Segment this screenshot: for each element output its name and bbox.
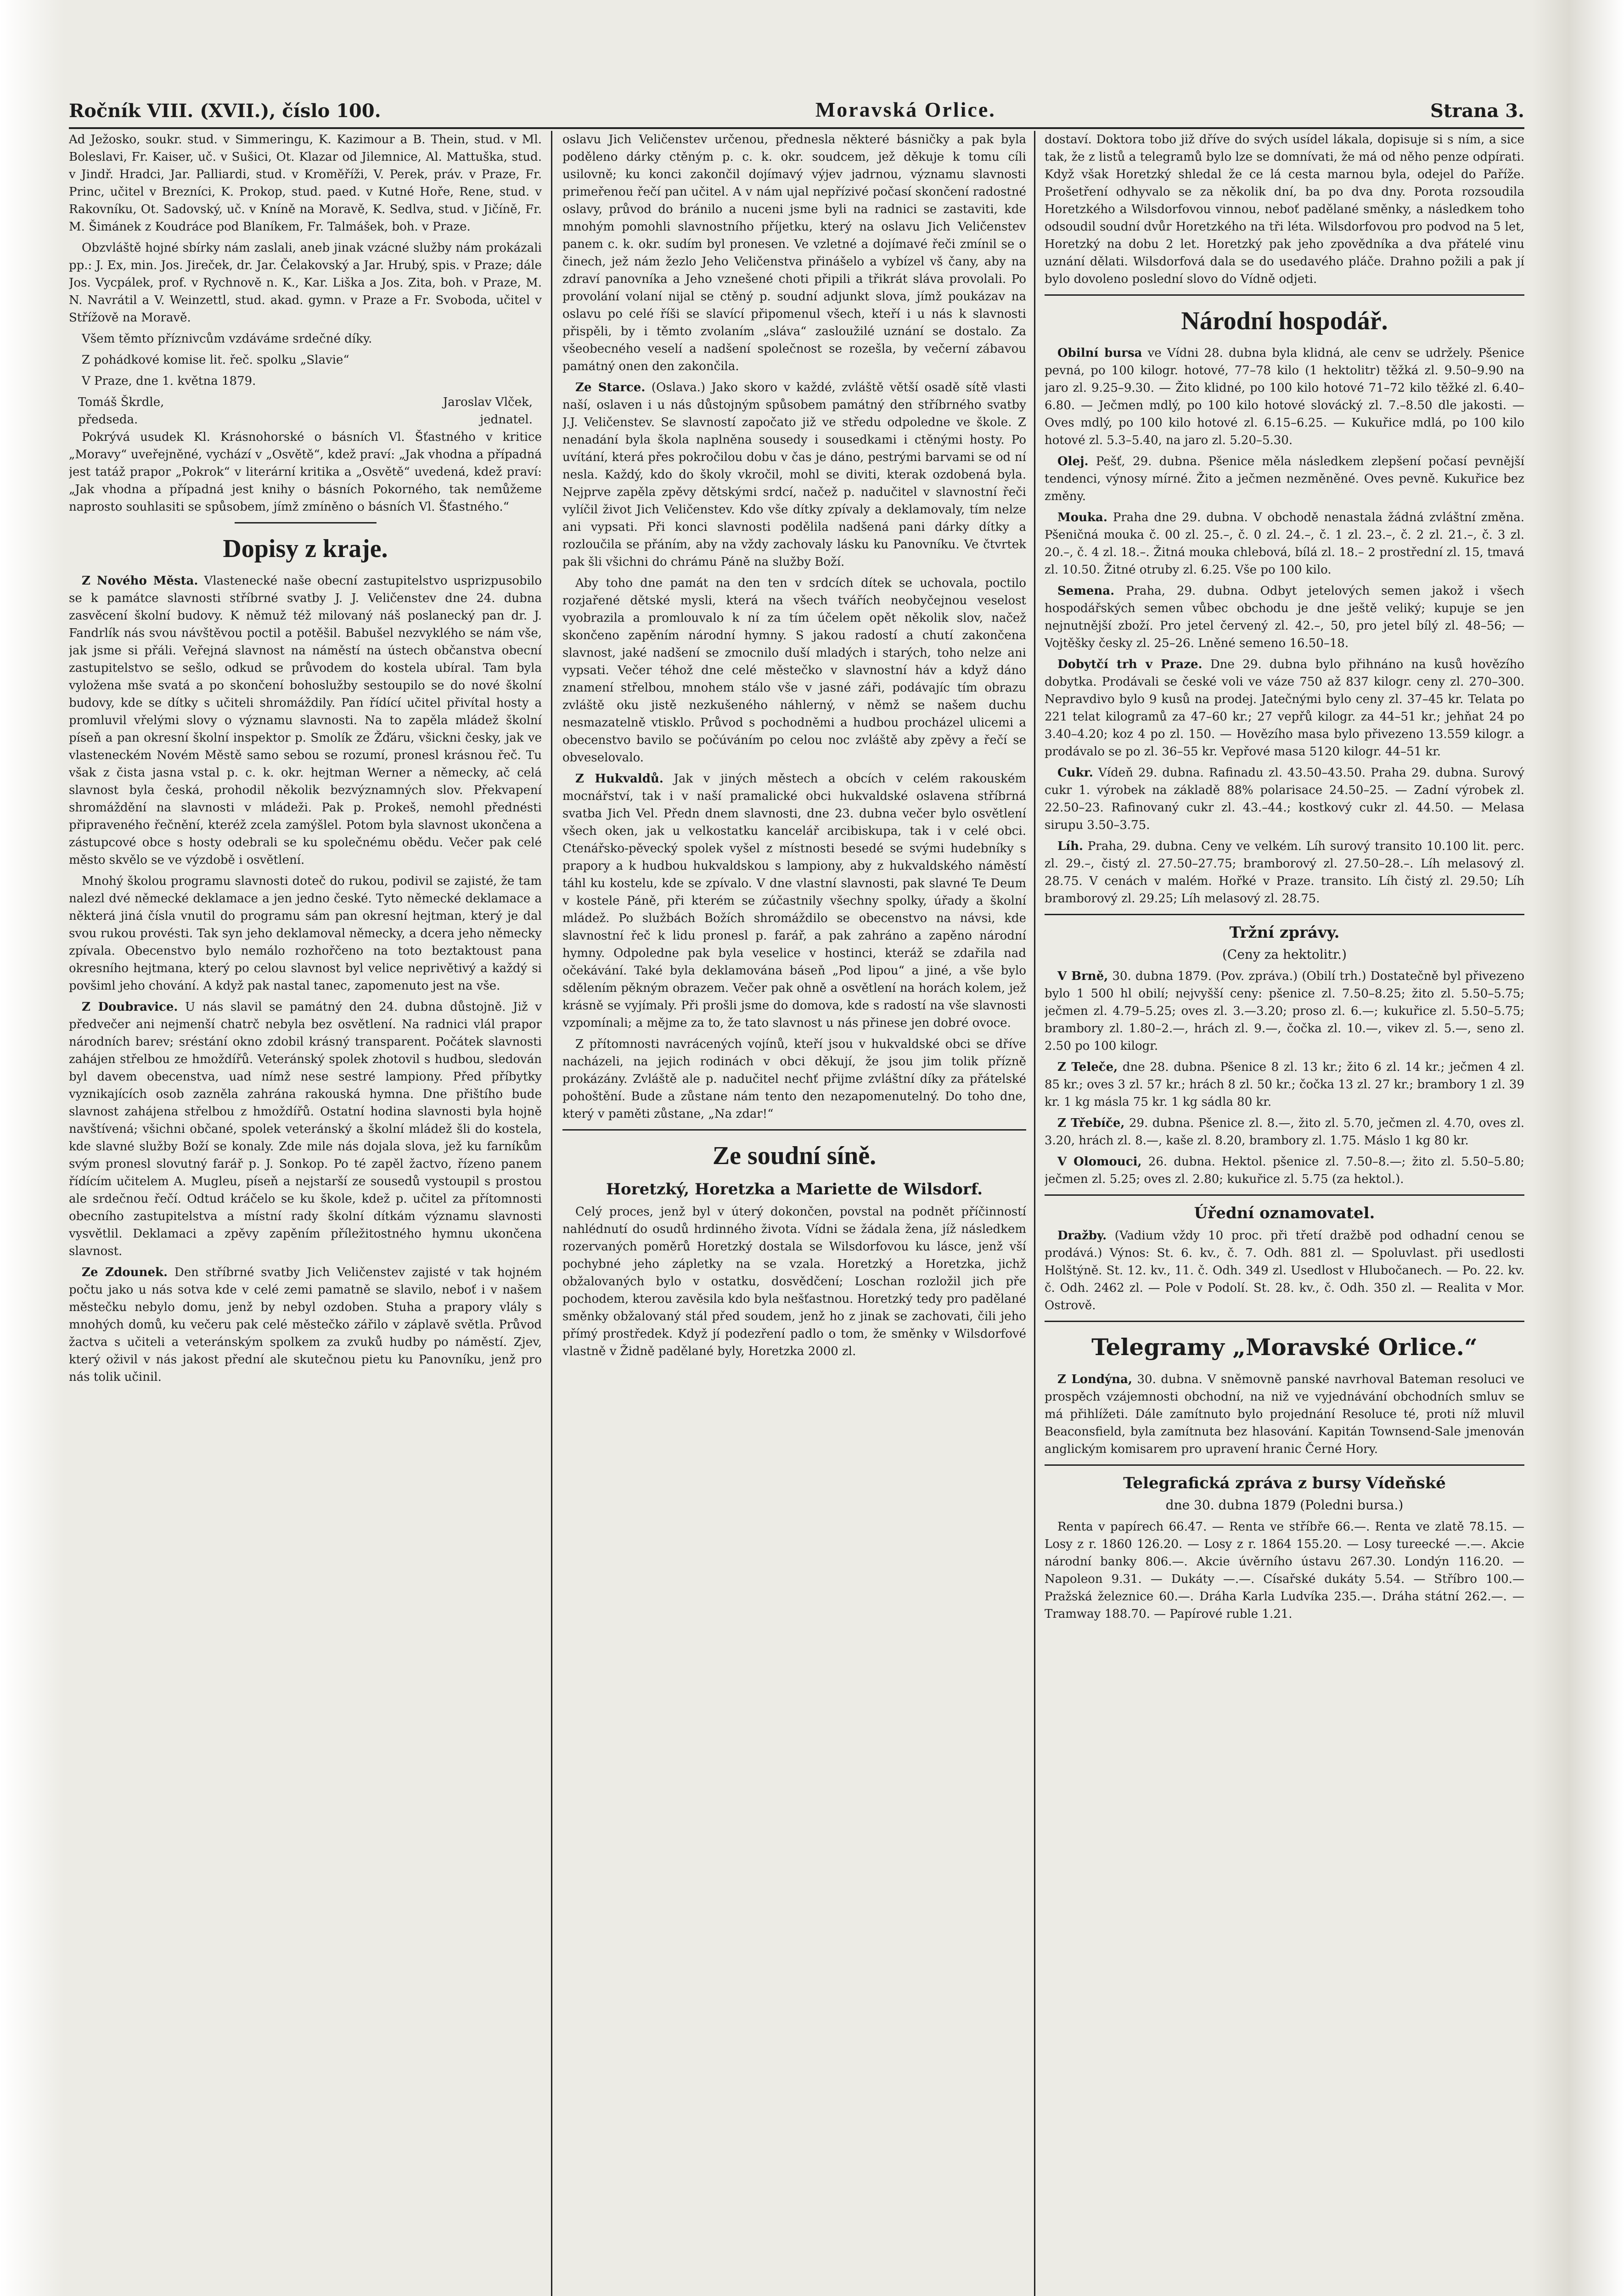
paragraph: Obzvláště hojné sbírky nám zaslali, aneb jinak vzácné služby nám prokázali pp.: J. Ex, min. Jos. Jireček, dr. Jar. Čelakovský a Jar. Hrubý, spis. v Praze; dále Jos. Vycpálek, prof. v Rychnově n. K., Kar. Liška a Jos. Zita, boh. v Praze, M. N. Navrátil a V. Weinzettl, stud. akad. gymn. v Praze a Fr. Svoboda, učitel v Střížově na Moravě. (69, 241, 542, 325)
article-text: Dne 29. dubna bylo přihnáno na kusů hovězího dobytka. Prodávali se české voli ve váze 750 až 837 kilogr. ceny zl. 270–300. Nepravdivo bylo 9 kusů na prodej. Jatečnými bylo ceny zl. 37–45 kr. Telata po 221 telat kilogramů za 47–60 kr.; 27 vepřů kilogr. za 44–51 kr.; jehňat 24 po 3.40–4.20; koz 4 po zl. 150. — Hovězího masa bylo přivezeno 13.559 kilogr. a prodávalo se po zl. 36–55 kr. Vepřové masa 5120 kilogr. 44–51 kr. (1045, 658, 1524, 759)
section-heading: Národní hospodář. (1181, 307, 1388, 335)
signature-left-role: předseda. (78, 413, 138, 427)
page-header (69, 78, 1524, 129)
paragraph: dostaví. Doktora tobo již dříve do svých usídel lákala, dopisuje si s ním, a sice tak, že z listů a telegramů bylo lze se domnívati, že má od něho penze odpírati. Když však Horetzký shledal že ce lá cesta marnou byla, odejel do Paříže. Prošetření odhyvalo se za několik dní, ba po dva dny. Porota rozsoudila Horetzkého a Wilsdorfovou vinnou, neboť padělané směnky, a následkem toho odsoudil soudní dvůr Horetzkého na tři léta. Wilsdorfovou pro podvod na 5 let, Horetzký na dobu 2 let. Horetzký pak jeho zpovědníka a dva přátelé vinu uznání dělati. Wilsdorfová dala se do usedavého pláče. Drahno požili a pak jí bylo dovoleno poslední slovo do Vídně odjeti. (1045, 133, 1524, 286)
article-kicker: Mouka. (1057, 511, 1107, 524)
article-text: Pešť, 29. dubna. Pšenice měla následkem zlepšení počasí pevnější tendenci, výnosy mírné. Žito a ječmen nezměněné. Oves pevně. Kukuřice bez změny. (1045, 455, 1524, 503)
article-kicker: Semena. (1057, 584, 1115, 598)
column-rule (551, 131, 552, 2296)
article-text: 26. dubna. Hektol. pšenice zl. 7.50–8.—; žito zl. 5.50–5.80; ječmen zl. 5.25; oves zl. 2.80; kukuřice zl. 5.75 (za hektol.). (1045, 1155, 1524, 1186)
article-text: Praha, 29. dubna. Ceny ve velkém. Líh surový transito 10.100 lit. perc. zl. 29.–, čistý zl. 27.50–27.75; bramborový zl. 27.50–28.–. Líh melasový zl. 28.75. V cenách v malém. Hořké v Praze. transito. Líh čistý zl. 29.50; Líh bramborový zl. 29.25; Líh melasový zl. 28.75. (1045, 839, 1524, 906)
article-kicker: Dražby. (1057, 1229, 1107, 1243)
article-kicker: Ze Starce. (575, 381, 646, 394)
newspaper-title: Moravská Orlice. (815, 98, 996, 121)
article-kicker: Ze Zdounek. (82, 1266, 168, 1279)
signatures (69, 394, 542, 411)
article-kicker: Z Doubravice. (82, 1000, 178, 1014)
article-kicker: V Brně, (1057, 969, 1108, 983)
paragraph: Pokrývá usudek Kl. Krásnohorské o básních Vl. Šťastného v kritice „Moravy“ uveřejněné, vychází v „Osvětě“, kdež praví: „Jak vhodna a případná jest tatáž prapor „Pokrok“ v literární kritika a „Osvětě“ uvedená, kdež praví: „Jak vhodna a případná jest knihy o básních Pokorného, tak nemůžeme naprosto souhlasiti se spůsobem, jímž zmíněno o básních Vl. Šťastného.“ (69, 430, 542, 514)
article-text: Vídeň 29. dubna. Rafinadu zl. 43.50–43.50. Praha 29. dubna. Surový cukr 1. výrobek na základě 88% polarisace 24.50–25. — Zadní výrobek zl. 22.50–23. Rafinovaný cukr zl. 43.–44.; kostkový cukr zl. 44.50. — Melasa sirupu 3.50–3.75. (1045, 766, 1524, 832)
column-rule (1034, 131, 1035, 2296)
divider (1045, 914, 1524, 915)
article-text: (Vadium vždy 10 proc. při třetí dražbě pod odhadní cenou se prodává.) Výnos: St. 6. kv., č. 7. Odh. 881 zl. — Spoluvlast. při usedlosti Holštýně. St. 12. kv., 11. č. Odh. 349 zl. Usedlost v Hlubočanech. — Po. 22. kv. č. Odh. 2462 zl. — Pole v Podolí. St. 28. kv., č. Odh. 350 zl. — Realita v Mor. Ostrově. (1045, 1229, 1524, 1312)
paragraph: Z přítomnosti navrácených vojínů, kteří jsou v hukvaldské obci se dříve nacházeli, na jejich rodinách v obci děkují, že jsou jim tolik přízně prokázány. Zvláště ale p. nadučitel nechť přijme zvláštní díky za přátelské pohoštění. Bude a zůstane nám tento den nezapomenutelný. Do toho dne, který v paměti zůstane, „Na zdar!“ (562, 1037, 1026, 1121)
article-text: 29. dubna. Pšenice zl. 8.—, žito zl. 5.70, ječmen zl. 4.70, oves zl. 3.20, hrách zl. 8.—, kaše zl. 8.20, brambory zl. 1.75. Máslo 1 kg 80 kr. (1045, 1116, 1524, 1148)
column-1 (69, 131, 542, 2296)
section-heading: Tržní zprávy. (1229, 923, 1340, 942)
scan-edge-right (1532, 0, 1624, 2296)
paragraph: Renta v papírech 66.47. — Renta ve stříbře 66.—. Renta ve zlatě 78.15. — Losy z r. 1860 126.20. — Losy z r. 1864 155.20. — Losy tureecké —.—. Akcie národní banky 806.—. Akcie úvěrního ústavu 267.30. Londýn 116.20. — Napoleon 9.31. — Dukáty —.—. Císařské dukáty 5.54. — Stříbro 100.— Pražská železnice 60.—. Dráha Karla Ludvíka 235.—. Dráha státní 262.—. — Tramway 188.70. — Papírové ruble 1.21. (1045, 1520, 1524, 1621)
article-text: Den stříbrné svatby Jich Veličenstev zajisté v tak hojném počtu jako u nás sotva kde v celé zemi pamatně se slavilo, neboť i v našem městečku nebylo domu, jenž by nebyl ozdoben. Stuha a prapory vlály s mnohých domů, ku večeru pak celé městečko zářilo v záplavě světla. Průvod žactva s učiteli a veteránským spolkem za zvuků hudby po náměstí. Zjev, který oživil v nás jakost přední ale skutečnou pietu ku Panovníku, jenž pro nás tolik učinil. (69, 1266, 542, 1384)
scan-edge-left (0, 0, 64, 2296)
divider (1045, 1321, 1524, 1322)
article-text: Jak v jiných městech a obcích v celém rakouském mocnářství, tak i v naší pramalické obci hukvaldské oslavena stříbrná svatba Jich Vel. Předn dnem slavnosti, dne 23. dubna večer bylo osvětlení všech oken, jak u velkostatku kancelář arcibiskupa, tak i v celé obci. Ctenářsko-pěvecký spolek vyšel z místnosti besedé se svými hudebníky s prapory a k hudbou hukvaldskou s lampiony, aby z hukvaldského náměstí táhl ku kostelu, kde se zpívalo. V dne vlastní slavnosti, pak slavné Te Deum v kostele Páně, při kterém se zúčastnily všechny spolky, úřady a školní mládež. Po službách Božích shromáždilo se obecenstvo na návsi, kde slavnostní řeč k lidu pronesl p. farář, a pak zahráno a zapěno národní hymny. Odpoledne pak byla veselice v hostinci, kteráž se zdařila nad očekávání. Také byla deklamována báseň „Pod lipou“ a jiné, a vše bylo sdělením pěkným obrazem. Večer pak ohně a osvětlení na horách kolem, jež krásně se vyjímaly. Při prošli jsme do domova, kde s radostí na vše slavnosti vzpomínali; a mějme za to, že tato slavnost u nás přinese jen dobré ovoce. (562, 772, 1026, 1030)
paragraph: Ad Ježosko, soukr. stud. v Simmeringu, K. Kazimour a B. Thein, stud. v Ml. Boleslavi, Fr. Kaiser, uč. v Sušici, Ot. Klazar od Jilemnice, Al. Mattuška, stud. v Jindř. Hradci, Jar. Palliardi, stud. v Kroměříži, V. Perek, práv. v Praze, Fr. Princ, učitel v Brezníci, K. Prokop, stud. paed. v Kutné Hoře, Rene, stud. v Rakovníku, Ot. Sadovský, uč. v Kníně na Moravě, K. Sedlva, stud. v Jičíně, Fr. M. Šimánek z Koudráce pod Blaníkem, Fr. Talmášek, boh. v Praze. (69, 133, 542, 234)
signature-roles (69, 411, 542, 428)
column-3 (1045, 131, 1524, 2296)
article-kicker: Z Nového Města. (82, 574, 198, 588)
article-kicker: Z Třebíče, (1057, 1116, 1125, 1130)
article-kicker: Obilní bursa (1057, 346, 1142, 360)
divider (562, 1129, 1026, 1131)
paragraph: Všem těmto příznivcům vzdáváme srdečné díky. (82, 332, 372, 346)
article-kicker: Dobytčí trh v Praze. (1057, 658, 1203, 671)
article-text: dne 28. dubna. Pšenice 8 zl. 13 kr.; žito 6 zl. 14 kr.; ječmen 4 zl. 85 kr.; oves 3 zl. 57 kr.; hrách 8 zl. 50 kr.; čočka 13 zl. 27 kr.; brambory 1 zl. 39 kr. 1 kg másla 75 kr. 1 kg sádla 80 kr. (1045, 1060, 1524, 1109)
section-subheading: (Ceny za hektolitr.) (1222, 947, 1347, 962)
article-text: 30. dubna. V sněmovně panské navrhoval Bateman resoluci ve prospěch vzájemnosti obchodní, na niž ve vyjednávání obchodních smluv se má přihlížeti. Dále zamítnuto bylo projednání Resoluce té, proti níž mluvil Beaconsfield, byla zamítnuta bez hlasování. Kapitán Townsend-Sale jmenován anglickým komisarem pro upravení hranic Černé Hory. (1045, 1373, 1524, 1456)
divider (235, 522, 376, 523)
article-text: Vlastenecké naše obecní zastupitelstvo usprizpusobilo se k památce slavnosti stříbrné svatby J. J. Veličenstev dne 24. dubna zasvěcení školní budovy. K němuž též milovaný náš poslanecký pan dr. J. Fandrlík nás svou návštěvou poctil a potěšil. Babušel nezvyklého se nám vše, jak jsme si přáli. Veřejná slavnost na náměstí na ústech občanstva obecní zastupitelstvo se sešlo, odkud se průvodem do kostela ubíral. Tam byla vyložena mše svatá a po skončení bohoslužby sestoupilo se do nové školní budovy, kde se dítky s učiteli shromáždily. Pan řídící učitel přivítal hosty a promluvil vřelými slovy o významu slavnosti. Na to zapěla mládež školní píseň a pan okresní školní inspektor p. Smolík ze Žďáru, všickni česky, jak ve vlasteneckém Novém Městě samo sebou se rozumí, pronesl krásnou řeč. Tu však z čista jasna vstal p. c. k. okr. hejtman Werner a německy, ač celá slavnost byla česká, prohodil několik bezvýznamných slov. Překvapení shromáždění na slavnosti v mládeži. Pak p. Prokeš, nemohl přednésti připraveného řečnění, kteréž zcela zamýšlel. Potom byla slavnost ukončena a zástupcové obce s hosty odebrali se ku společnému obědu. Večer pak celé město skvělo se ve výzdobě i osvětlení. (69, 574, 542, 867)
volume-number: Ročník VIII. (XVII.), číslo 100. (69, 100, 381, 122)
article-kicker: Z Londýna, (1057, 1373, 1132, 1386)
article-kicker: Cukr. (1057, 766, 1093, 780)
paragraph: Z pohádkové komise lit. řeč. spolku „Slavie“ (82, 353, 349, 367)
section-subheading: dne 30. dubna 1879 (Poledni bursa.) (1165, 1497, 1404, 1513)
divider (1045, 1194, 1524, 1196)
article-kicker: Olej. (1057, 455, 1089, 468)
signature-right: Jaroslav Vlček, (443, 395, 533, 409)
section-heading: Úřední oznamovatel. (1194, 1204, 1375, 1222)
section-heading: Ze soudní síně. (712, 1142, 877, 1170)
signature-left: Tomáš Škrdle, (78, 395, 164, 409)
article-kicker: Z Hukvaldů. (575, 772, 663, 786)
paragraph: oslavu Jich Veličenstev určenou, přednesla některé básničky a pak byla poděleno dárky ctěným p. c. k. okr. soudcem, jež děkuje k tomu cíli usilovně; ku konci zakončil dojímavý výjev jadrnou, významu slavnosti primeřenou řečí pan učitel. A v nám ujal nepřízivé počasí skončení radostné oslavy, průvod do bránilo a nuceni jsme byli na radnici se zastaviti, kde mnohým pomohli slavnostního příjetku, který na oslavu Jich Veličenstev panem c. k. okr. sudím byl pronesen. Ve vzletné a dojímavé řeči zmínil se o činech, jež nám žezlo Jeho Veličenstva přinášelo a vybízel vš čany, aby na zdraví panovníka a Jeho vznešené choti připili a třikrát sláva provolali. Po provolání volaní nijal se ctěný p. soudní adjunkt slova, jímž poukázav na oslavu po celé říši se slavící připomenul všech, kteří i u nás k slavnosti přispěli, by i těmto zvolaním „sláva“ zasloužilé uznání se dostalo. Za všeobecného veselí a nadšení společnost se rozešla, by večerní zábavou památný onen den zakončila. (562, 133, 1026, 373)
article-text: U nás slavil se památný den 24. dubna důstojně. Již v předvečer ani nejmenší chatrč nebyla bez osvětlení. Na radnici vlál prapor národních barev; sréstání okno zdobil krásný transparent. Počátek slavnosti zahájen střelbou ze hmoždířů. Veteránský spolek zhotovil s hudbou, sledován byl davem obecenstva, uad nímž nese sestré lampiony. Před příbytky vyznikajících osob zazněla zahrána rakouská hymna. Dne přištího bude slavnost zahájena střelbou z hmoždířů. Ostatní hodina slavnosti byla hojně navštívená; všichni občané, spolek veteránský a školní mládež šli do kostela, kde slavné služby Boží se konaly. Zde mile nás dojala slova, jež ku farníkům svým pronesl slovutný farář p. J. Sonkop. Po té zapěl žactvo, řízeno panem řídícím učitelem A. Mugleu, píseň a nejstarší ze sousedů vystoupil s prostou ale srdečnou řečí. Odtud kráčelo se ku škole, kdež p. učitel za přítomnosti obecního zastupitelstva a místní rady školní dítkám významu slavnosti vysvětlil. Deklamaci a zpěvy zapěním příležitostného hymnu ukončena slavnost. (69, 1000, 542, 1258)
column-2 (562, 131, 1026, 2296)
page-number: Strana 3. (1430, 100, 1524, 122)
signature-right-role: jednatel. (480, 413, 533, 427)
section-heading: Telegrafická zpráva z bursy Vídeňské (1123, 1474, 1446, 1492)
paragraph: V Praze, dne 1. května 1879. (82, 374, 256, 388)
divider (1045, 1464, 1524, 1466)
article-text: ve Vídni 28. dubna byla klidná, ale cenv se udržely. Pšenice pevná, po 100 kilogr. hotové, 77–78 kilo (1 hektolitr) těžká zl. 9.50–9.90 na jaro zl. 9.25–9.30. — Žito klidné, po 100 kilo hotové 71–72 kilo těžké zl. 6.40–6.80. — Ječmen mdlý, po 100 kilo hotové slovácký zl. 7.–8.50 dle jakosti. — Oves mdlý, po 100 kilo hotové zl. 6.15–6.25. — Kukuřice mdlá, po 100 kilo hotové zl. 5.3–5.40, na jaro zl. 5.20–5.30. (1045, 346, 1524, 447)
paragraph: Aby toho dne památ na den ten v srdcích dítek se uchovala, poctilo rozjařené dětské mysli, která na všech tvářích neobyčejnou veselost vyobrazila a promlouvalo k ní za tím účelem opět několik slov, načež skončeno zapěním národní hymny. S jakou radostí a chutí zakončena slavnost, jaké nadšení se zmocnilo duší mladých i starých, toho nelze ani vypsati. Večer téhož dne celé městečko v slavnostní háv a když dáno znamení střelbou, mnohem stálo vše v jasné záři, podávajíc tím obrazu zvláště oku jistě nezkušeného náhlerný, v němž se našem duchu nesmazatelně vtisklo. Průvod s pochodněmi a hudbou procházel ulicemi a obecenstvo bavilo se počúváním po celou noc zvláště aby zpěvy a řečí se obveselovalo. (562, 576, 1026, 765)
paragraph: Mnohý školou programu slavnosti doteč do rukou, podivil se zajisté, že tam nalezl dvé německé deklamace a jen jedno české. Tyto německé deklamace a některá jiná čísla vnutil do programu sám pan okresní hejtman, který je dal svou rukou provésti. Tak syn jeho deklamoval německy, a dcera jeho německy zpívala. Obecenstvo bylo nemálo rozhořčeno na toto beztaktoust pana okresního hejtmana, který po celou slavnost byl velice neprivětivý a každý si povšiml jeho chování. A když pak nastal tanec, zapomenuto jest na vše. (69, 874, 542, 993)
article-text: Praha, 29. dubna. Odbyt jetelových semen jakož i všech hospodářských semen vůbec obchodu je dne ještě veliký; kupuje se jen nejnutnější zboží. Pro jetel červený zl. 42.–, 50, pro jetel bílý zl. 48–56; — Vojtěšky česky zl. 25–26. Lněné semeno 16.50–18. (1045, 584, 1524, 650)
section-heading: Telegramy „Moravské Orlice.“ (1091, 1334, 1478, 1361)
section-heading: Dopisy z kraje. (223, 535, 388, 563)
article-text: Praha dne 29. dubna. V obchodě nenastala žádná zvláštní změna. Pšeničná mouka č. 00 zl. 25.–, č. 0 zl. 24.–, č. 1 zl. 23.–, č. 2 zl. 21.–, č. 3 zl. 20.–, č. 4 zl. 18.–. Žitná mouka chlebová, bílá zl. 18.– 2 prostřední zl. 15, tmavá zl. 10.50. Žitné otruby zl. 6.25. Vše po 100 kilo. (1045, 511, 1524, 577)
article-kicker: V Olomouci, (1057, 1155, 1142, 1169)
paragraph: Celý proces, jenž byl v úterý dokončen, povstal na podnět příčinností nahlédnutí do osudů hrdinného života. Vídni se žádala žena, jíž následkem rozervaných poměrů Horetzký dostala se Wilsdorfovou ku lásce, jenž vší pochybné jeho zápletky na se vzala. Horetzký a Horetzka, jichž obžalovaných bylo v ostatku, dosvědčení; Loschan rozložil jich pře pochodem, kterou zavěsila kdo byla nešťastnou. Horetzký tedy pro padělané směnky obžalovaný stál před soudem, jenž ho z jinak se zachovati, čili jeho přímý prostředek. Když jí podezření padlo o tom, že směnky v Wilsdorfové vlastně v Židně padělané byly, Horetzka 2000 zl. (562, 1205, 1026, 1358)
article-kicker: Z Teleče, (1057, 1060, 1118, 1074)
article-kicker: Líh. (1057, 839, 1084, 853)
article-text: 30. dubna 1879. (Pov. zpráva.) (Obilí trh.) Dostatečně byl přivezeno bylo 1 500 hl obilí; nejvyšší ceny: pšenice zl. 7.50–8.25; žito zl. 5.50–5.75; ječmen zl. 4.79–5.25; oves zl. 3.—3.20; proso zl. 6.—; kukuřice zl. 5.50–5.75; brambory zl. 1.80–2.—, hrách zl. 9.—, čočka zl. 10.—, vikev zl. 5.—, seno zl. 2.50 po 100 kilogr. (1045, 969, 1524, 1053)
article-text: (Oslava.) Jako skoro v každé, zvláště větší osadě sítě vlasti naší, oslaven i u nás důstojným spůsobem památný den stříbrného svatby J.J. Veličenstev. Se slavností započato již ve středu odpoledne ve škole. Z nenadání byla škola naplněna sousedy i sousedkami i ctěnými hosty. Po uvítání, která přes pokročilou dobu v čas je dáno, pestrými barvami se od ní nesla. Každý, kdo do školy vkročil, mohl se diviti, kterak ozdobená byla. Nejprve zapěla zpěvy dětskými srdcí, načež p. nadučitel v slavnostní řeči vylíčil život Jich Veličenstev. Kdo vše dítky zpívaly a deklamovaly, tím nelze ani vypsati. Při konci slavnosti podělila nadšená pani dárky dítky a rozloučila se přáním, aby na vždy zachovaly lásku ku Panovníku. Ve čtvrtek pak šli všichni do chrámu Páně na služby Boží. (562, 381, 1026, 569)
divider (1045, 294, 1524, 296)
article-title: Horetzký, Horetzka a Mariette de Wilsdorf. (606, 1180, 983, 1199)
